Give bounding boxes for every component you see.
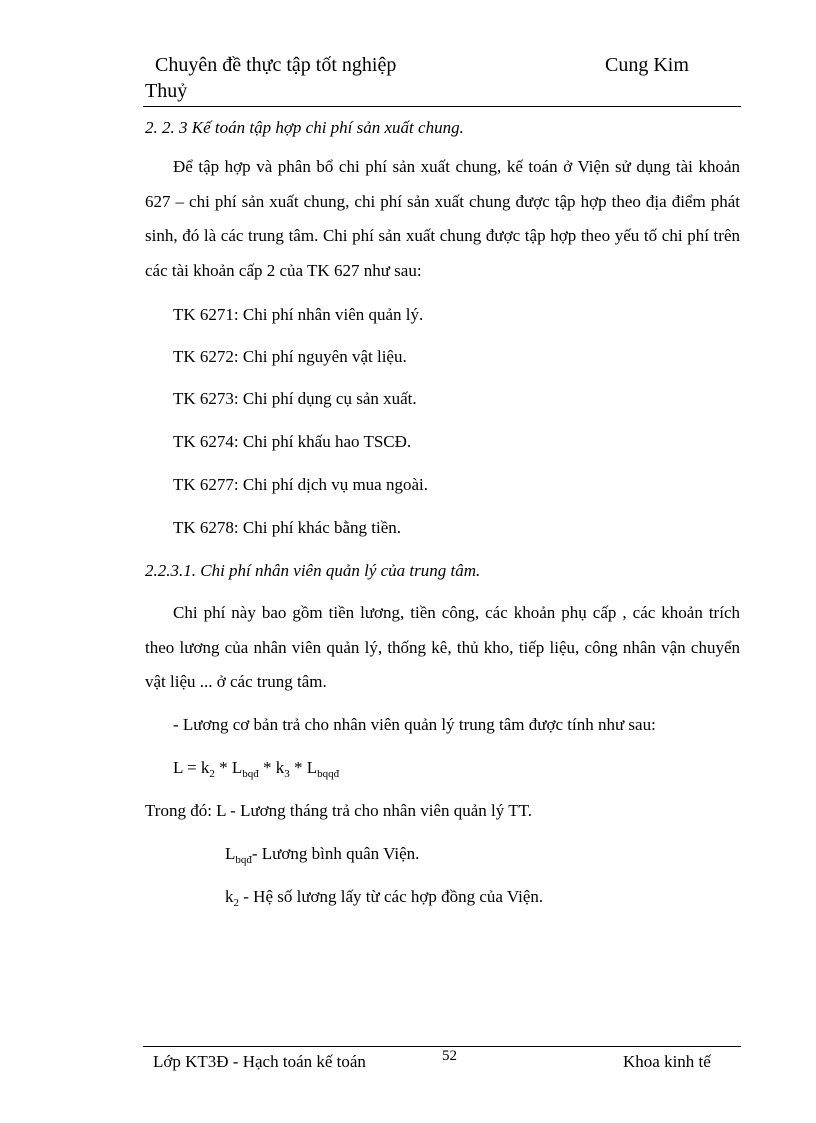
footer-rule [143,1046,741,1047]
where-item-lbqd: $L_{bqđ}-$ Lương bình quân Viện. [225,844,420,866]
salary-formula: $L = k_2 * L_{bqđ} * k_3 * L_{bqqđ}$ [173,758,340,780]
salary-intro: - Lương cơ bản trả cho nhân viên quản lý trung tâm được tính như sau: [173,715,656,734]
account-item-6271: TK 6271: Chi phí nhân viên quản lý. [173,305,424,324]
footer-class: Lớp KT3Đ - Hạch toán kế toán [153,1052,366,1071]
account-item-6277: TK 6277: Chi phí dịch vụ mua ngoài. [173,475,428,494]
header-rule [143,106,741,107]
where-lead: Trong đó: L - Lương tháng trả cho nhân viên quản lý TT. [145,801,532,820]
header-author: Cung Kim [605,54,689,76]
header-author-wrap: Thuỷ [145,80,188,102]
header-title: Chuyên đề thực tập tốt nghiệp [155,54,397,76]
page-number: 52 [442,1048,457,1064]
account-item-6278: TK 6278: Chi phí khác bằng tiền. [173,518,402,537]
account-item-6274: TK 6274: Chi phí khấu hao TSCĐ. [173,432,412,451]
footer-faculty: Khoa kinh tế [623,1052,711,1071]
where-item-k2: $k_2$ - Hệ số lương lấy từ các hợp đồng của Viện. [225,887,544,909]
account-item-6273: TK 6273: Chi phí dụng cụ sản xuất. [173,389,417,408]
intro-paragraph: Để tập hợp và phân bổ chi phí sản xuất chung, kế toán ở Viện sử dụng tài khoản 627 – chi phí sản xuất chung, chi phí sản xuất chung được tập hợp theo địa điểm phát sinh, đó là các trung tâm. Chi phí sản xuất chung được tập hợp theo yếu tố chi phí trên các tài khoản cấp 2 của TK 627 như sau: [145,157,740,280]
subsection-heading: 2.2.3.1. Chi phí nhân viên quản lý của trung tâm. [145,561,481,580]
section-heading: 2. 2. 3 Kế toán tập hợp chi phí sản xuất chung. [145,118,464,137]
staff-cost-paragraph: Chi phí này bao gồm tiền lương, tiền công, các khoản phụ cấp , các khoản trích theo lương của nhân viên quản lý, thống kê, thủ kho, tiếp liệu, công nhân vận chuyển vật liệu ... ở các trung tâm. [145,603,740,691]
account-item-6272: TK 6272: Chi phí nguyên vật liệu. [173,347,407,366]
